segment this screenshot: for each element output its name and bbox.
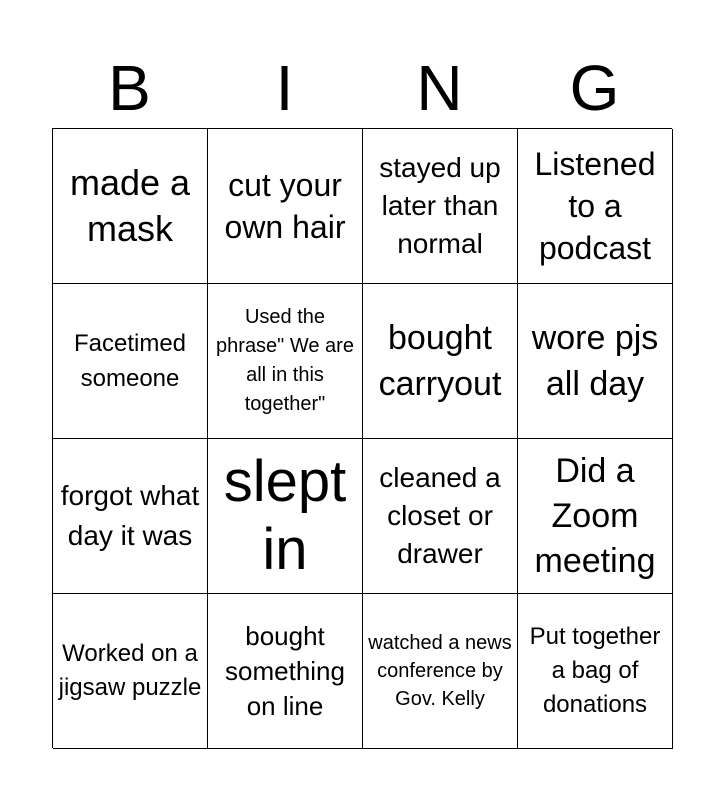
bingo-cell[interactable]: [53, 439, 208, 594]
cell-text: made a mask: [69, 162, 191, 249]
cell-text: Put together a bag of donations: [529, 623, 661, 718]
bingo-header: [52, 48, 672, 128]
header-letter-g: G: [569, 52, 620, 124]
bingo-cell[interactable]: [363, 594, 518, 749]
cell-text: slept in: [223, 449, 347, 582]
cell-text: Listened to a podcast: [534, 146, 656, 266]
bingo-cell[interactable]: [208, 284, 363, 439]
bingo-cell[interactable]: [53, 284, 208, 439]
cell-text: stayed up later than normal: [379, 152, 501, 259]
cell-text: cut your own hair: [224, 167, 346, 245]
bingo-cell[interactable]: [208, 129, 363, 284]
bingo-cell[interactable]: [363, 439, 518, 594]
bingo-cell[interactable]: [53, 129, 208, 284]
cell-text: bought carryout: [378, 319, 502, 403]
cell-text: Used the phrase" We are all in this together": [216, 306, 354, 415]
cell-text: watched a news conference by Gov. Kelly: [368, 632, 512, 710]
bingo-cell[interactable]: [363, 284, 518, 439]
bingo-cell[interactable]: [208, 594, 363, 749]
bingo-cell[interactable]: [518, 439, 673, 594]
bingo-cell[interactable]: [518, 129, 673, 284]
bingo-cell[interactable]: [363, 129, 518, 284]
cell-text: wore pjs all day: [531, 319, 659, 403]
cell-text: Facetimed someone: [73, 330, 187, 392]
bingo-cell[interactable]: [518, 284, 673, 439]
header-letter-i: I: [275, 52, 294, 124]
cell-text: forgot what day it was: [60, 480, 200, 551]
bingo-cell[interactable]: [518, 594, 673, 749]
bingo-cell[interactable]: [208, 439, 363, 594]
bingo-grid: [52, 128, 672, 748]
bingo-cell[interactable]: [53, 594, 208, 749]
header-letter-n: N: [416, 52, 463, 124]
cell-text: bought something on line: [225, 620, 345, 721]
cell-text: cleaned a closet or drawer: [379, 462, 501, 569]
cell-text: Did a Zoom meeting: [534, 451, 656, 580]
header-letter-b: B: [108, 52, 151, 124]
cell-text: Worked on a jigsaw puzzle: [58, 640, 202, 701]
